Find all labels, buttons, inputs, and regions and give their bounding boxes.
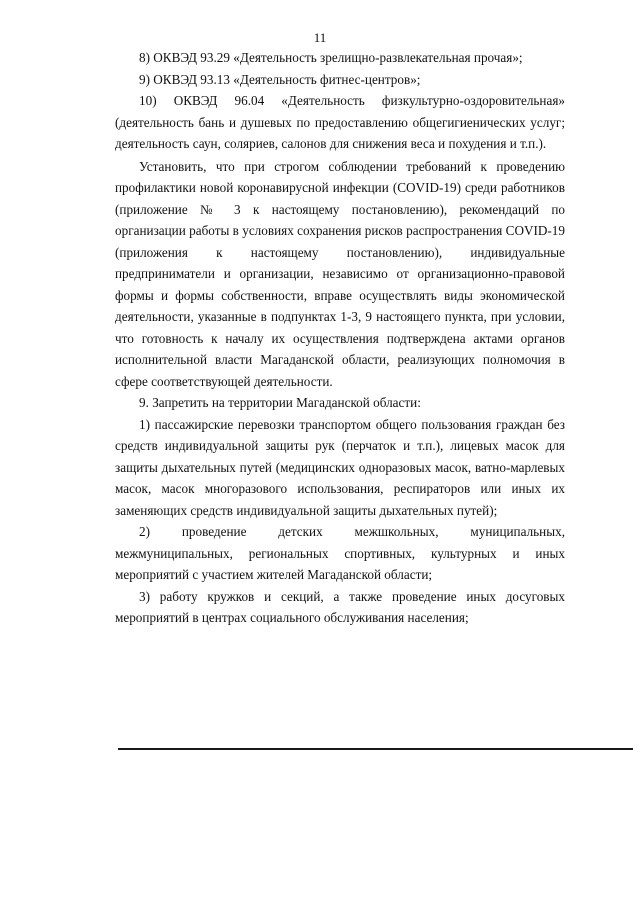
page-number: 11: [313, 30, 327, 45]
paragraph-okved-93-29: 8) ОКВЭД 93.29 «Деятельность зрелищно-развлекательная прочая»;: [139, 50, 523, 65]
paragraph-item-2-events: 2) проведение детских межшкольных, муниципальных, межмуниципальных, региональных спортивных, культурных и иных мероприятий с участием жителей Магаданской области;: [115, 524, 565, 582]
footer-divider-line: [118, 748, 633, 750]
paragraph-okved-93-13: 9) ОКВЭД 93.13 «Деятельность фитнес-центров»;: [139, 71, 421, 87]
paragraph-section-9-heading: 9. Запретить на территории Магаданской области:: [139, 395, 421, 410]
paragraph-covid-requirements: Установить, что при строгом соблюдении требований к проведению профилактики новой коронавирусной инфекции (COVID-19) среди работников (приложение № 3 к настоящему постановлению), рекомендаций по организации работы в условиях сохранения рисков распространения COVID-19 (приложения к настоящему постановлению), индивидуальные предприниматели и организации, независимо от организационно-правовой формы и формы собственности, вправе осуществлять виды экономической деятельности, указанные в подпунктах 1-3, 9 настоящего пункта, при условии, что готовность к началу их осуществления подтверждена актами органов исполнительной власти Магаданской области, реализующих полномочия в сфере соответствующей деятельности.: [115, 158, 565, 389]
document-body: [115, 47, 565, 629]
paragraph-item-3-clubs: 3) работу кружков и секций, а также проведение иных досуговых мероприятий в центрах социального обслуживания населения;: [115, 588, 565, 625]
paragraph-item-1-transport: 1) пассажирские перевозки транспортом общего пользования граждан без средств индивидуальной защиты рук (перчаток и т.п.), лицевых масок для защиты дыхательных путей (медицинских одноразовых масок, ватно-марлевых масок, масок многоразового использования, респираторов или иных их заменяющих средств индивидуальной защиты дыхательных путей);: [115, 416, 565, 518]
paragraph-okved-96-04: 10) ОКВЭД 96.04 «Деятельность физкультурно-оздоровительная» (деятельность бань и душевых по предоставлению общегигиенических услуг; деятельность саун, соляриев, салонов для снижения веса и похудения и т.п.).: [115, 93, 565, 151]
